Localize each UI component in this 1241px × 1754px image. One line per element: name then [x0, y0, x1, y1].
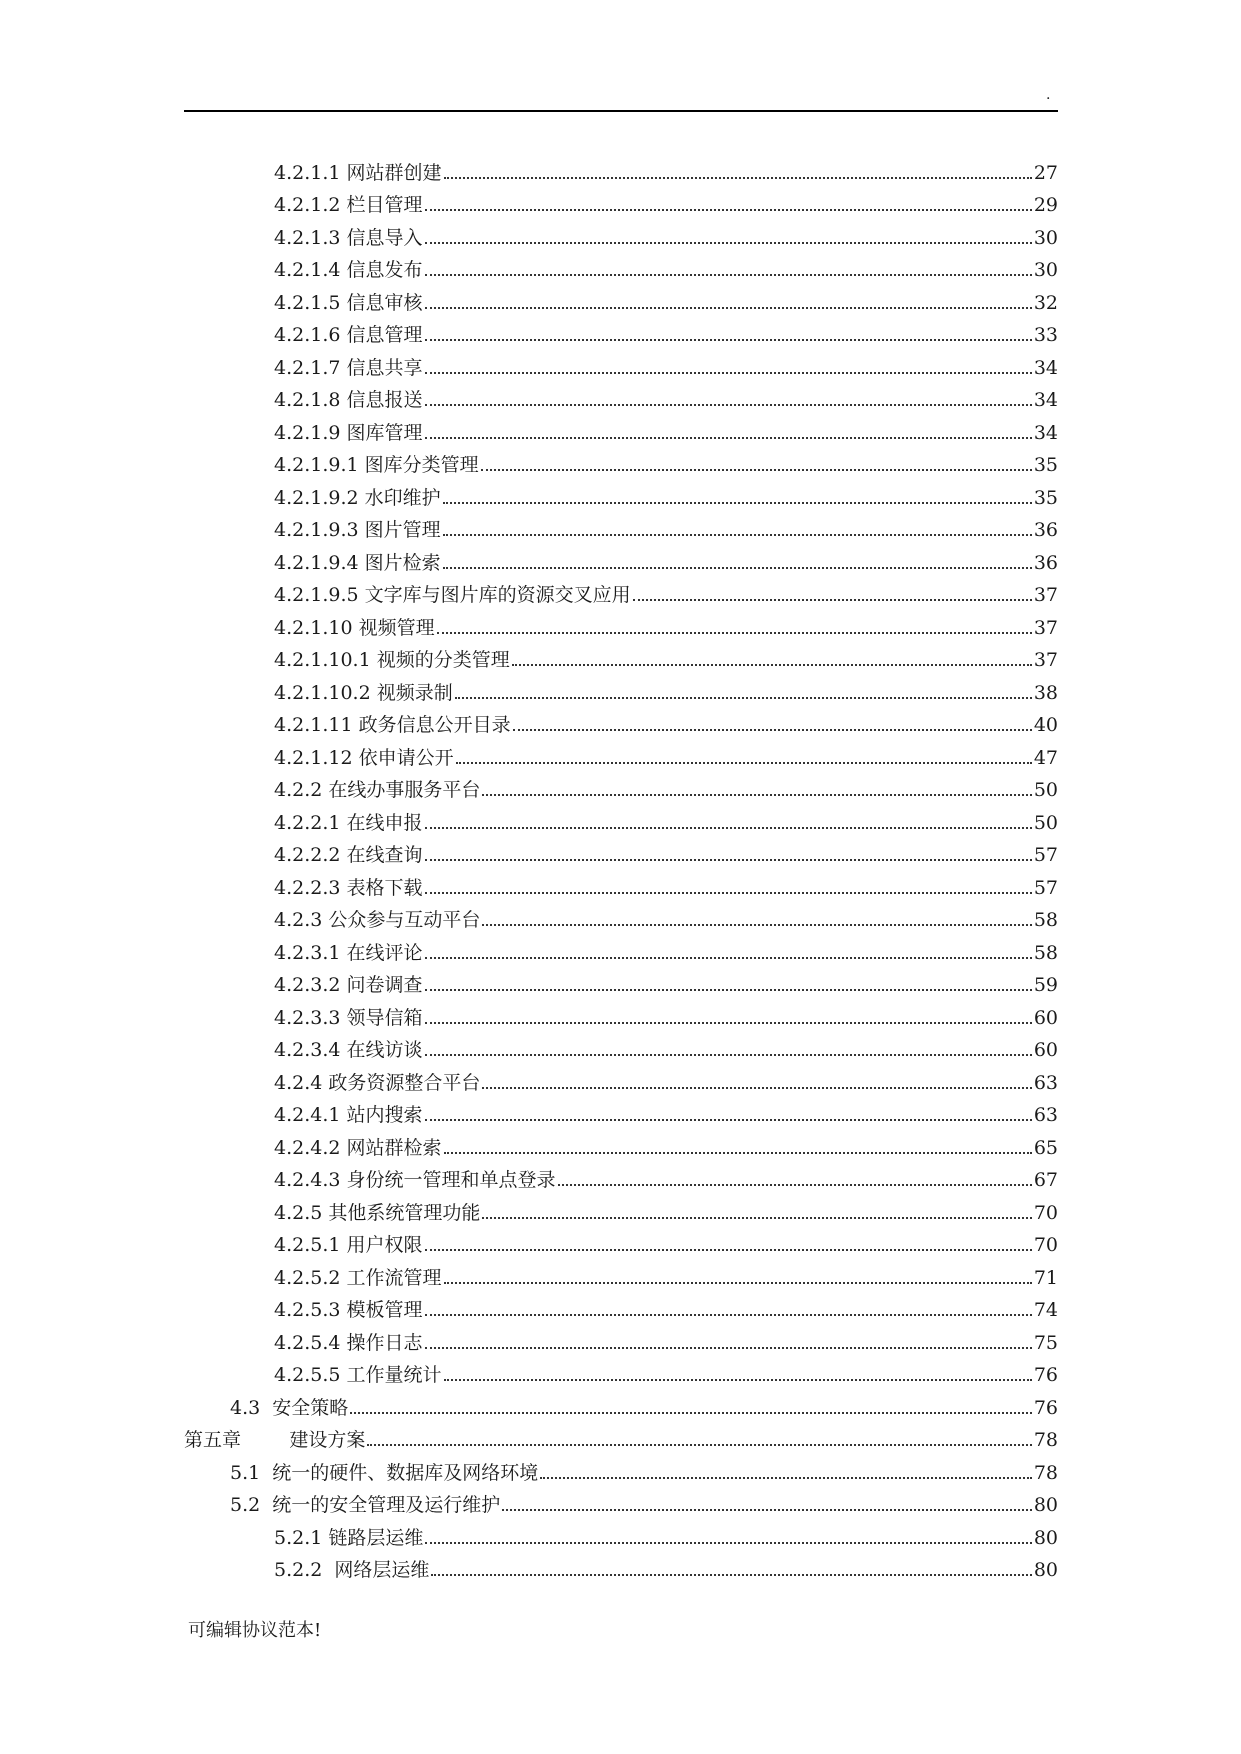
- toc-dot-leader: [444, 1282, 1032, 1284]
- toc-dot-leader: [513, 729, 1032, 731]
- toc-dot-leader: [425, 1314, 1032, 1316]
- toc-entry-label: 4.2.1.8 信息报送: [274, 389, 423, 411]
- toc-entry-label: 4.2.2 在线办事服务平台: [274, 779, 481, 801]
- toc-entry[interactable]: [184, 1322, 1058, 1355]
- toc-entry[interactable]: [184, 1485, 1058, 1518]
- toc-dot-leader: [482, 924, 1031, 926]
- toc-entry-page: 63: [1033, 1104, 1058, 1126]
- toc-entry-page: 60: [1033, 1006, 1058, 1029]
- toc-entry-label: 4.2.2.1 在线申报: [274, 811, 423, 834]
- toc-entry[interactable]: [184, 250, 1058, 283]
- toc-entry-label: 4.2.2.2 在线查询: [274, 844, 423, 866]
- toc-entry-label: 4.2.5.2 工作流管理: [274, 1266, 442, 1289]
- toc-entry-page: 34: [1033, 389, 1058, 411]
- toc-dot-leader: [558, 1184, 1032, 1186]
- toc-entry-page: 67: [1033, 1169, 1058, 1191]
- toc-entry[interactable]: [184, 185, 1058, 218]
- toc-entry-label: 4.2.1.5 信息审核: [274, 291, 423, 314]
- toc-entry-label: 4.2.1.3 信息导入: [274, 226, 423, 249]
- toc-dot-leader: [350, 1412, 1032, 1414]
- toc-entry[interactable]: [184, 412, 1058, 445]
- toc-entry[interactable]: [184, 1290, 1058, 1323]
- toc-entry[interactable]: [184, 965, 1058, 998]
- toc-entry-label: 4.2.3.3 领导信箱: [274, 1006, 423, 1029]
- toc-entry-page: 37: [1033, 649, 1058, 671]
- toc-entry-page: 80: [1033, 1526, 1058, 1549]
- toc-dot-leader: [425, 1542, 1031, 1544]
- toc-dot-leader: [444, 177, 1032, 179]
- toc-dot-leader: [437, 632, 1032, 634]
- toc-entry-page: 40: [1033, 714, 1058, 736]
- toc-dot-leader: [443, 502, 1032, 504]
- toc-entry[interactable]: [184, 1095, 1058, 1128]
- toc-dot-leader: [482, 794, 1031, 796]
- toc-entry[interactable]: [184, 900, 1058, 933]
- toc-entry-label: 4.2.1.10.2 视频录制: [274, 681, 453, 704]
- table-of-contents: [184, 152, 1058, 1582]
- toc-entry[interactable]: [184, 1420, 1058, 1453]
- toc-entry[interactable]: [184, 152, 1058, 185]
- toc-entry-page: 78: [1033, 1429, 1058, 1451]
- toc-entry-page: 47: [1033, 746, 1058, 769]
- toc-entry-page: 37: [1033, 616, 1058, 639]
- toc-entry-label: 4.2.5.3 模板管理: [274, 1299, 423, 1321]
- toc-dot-leader: [425, 1119, 1032, 1121]
- toc-dot-leader: [367, 1444, 1031, 1446]
- toc-entry-label: 5.1 统一的硬件、数据库及网络环境: [230, 1461, 539, 1484]
- toc-entry-label: 4.2.1.9.3 图片管理: [274, 519, 441, 541]
- toc-entry-page: 57: [1033, 876, 1058, 899]
- toc-entry-page: 60: [1033, 1039, 1058, 1061]
- toc-dot-leader: [425, 1054, 1032, 1056]
- toc-dot-leader: [425, 1249, 1032, 1251]
- toc-dot-leader: [425, 1347, 1032, 1349]
- toc-entry[interactable]: [184, 510, 1058, 543]
- toc-entry[interactable]: [184, 1030, 1058, 1063]
- toc-entry-label: 4.2.4.1 站内搜索: [274, 1104, 423, 1126]
- toc-entry[interactable]: [184, 1517, 1058, 1550]
- toc-entry-page: 29: [1033, 194, 1058, 216]
- toc-entry[interactable]: [184, 477, 1058, 510]
- toc-entry[interactable]: [184, 445, 1058, 478]
- toc-dot-leader: [425, 307, 1032, 309]
- toc-entry-label: 4.2.1.11 政务信息公开目录: [274, 714, 511, 736]
- toc-dot-leader: [425, 892, 1032, 894]
- toc-entry-page: 59: [1033, 974, 1058, 996]
- toc-entry-page: 35: [1033, 486, 1058, 509]
- toc-entry[interactable]: [184, 705, 1058, 738]
- toc-entry-page: 58: [1033, 941, 1058, 964]
- toc-entry-label: 4.2.3.1 在线评论: [274, 941, 423, 964]
- toc-entry-label: 4.2.1.12 依申请公开: [274, 746, 454, 769]
- toc-entry-label: 4.2.1.10 视频管理: [274, 616, 435, 639]
- toc-entry[interactable]: [184, 997, 1058, 1030]
- toc-entry-page: 30: [1033, 259, 1058, 281]
- toc-entry[interactable]: [184, 380, 1058, 413]
- toc-dot-leader: [456, 762, 1032, 764]
- toc-entry-label: 4.2.1.9.1 图库分类管理: [274, 454, 479, 476]
- toc-entry[interactable]: [184, 575, 1058, 608]
- toc-entry-page: 37: [1033, 584, 1058, 606]
- toc-entry[interactable]: [184, 867, 1058, 900]
- toc-dot-leader: [425, 242, 1032, 244]
- toc-entry[interactable]: [184, 1355, 1058, 1388]
- toc-entry[interactable]: [184, 1192, 1058, 1225]
- toc-entry-page: 65: [1033, 1136, 1058, 1159]
- toc-entry[interactable]: [184, 1160, 1058, 1193]
- toc-entry[interactable]: [184, 1127, 1058, 1160]
- toc-entry[interactable]: [184, 1550, 1058, 1583]
- toc-entry-page: 75: [1033, 1331, 1058, 1354]
- toc-dot-leader: [425, 372, 1032, 374]
- toc-entry-label: 5.2.1 链路层运维: [274, 1526, 424, 1549]
- toc-entry-label: 4.2.1.10.1 视频的分类管理: [274, 649, 510, 671]
- toc-entry-label: 4.2.5 其他系统管理功能: [274, 1201, 481, 1224]
- toc-dot-leader: [443, 534, 1032, 536]
- toc-dot-leader: [425, 957, 1032, 959]
- toc-entry-page: 57: [1033, 844, 1058, 866]
- toc-entry-page: 32: [1033, 291, 1058, 314]
- toc-dot-leader: [425, 989, 1032, 991]
- toc-entry[interactable]: [184, 932, 1058, 965]
- toc-entry[interactable]: [184, 672, 1058, 705]
- toc-entry-label: 4.2.5.4 操作日志: [274, 1331, 423, 1354]
- toc-entry-page: 35: [1033, 454, 1058, 476]
- toc-entry-label: 4.2.1.9.4 图片检索: [274, 551, 441, 574]
- toc-entry-page: 27: [1033, 161, 1058, 184]
- toc-entry-label: 4.3 安全策略: [230, 1396, 349, 1419]
- toc-entry-page: 63: [1033, 1071, 1058, 1094]
- toc-dot-leader: [425, 274, 1032, 276]
- toc-entry[interactable]: [184, 1062, 1058, 1095]
- toc-dot-leader: [425, 339, 1032, 341]
- toc-entry-page: 80: [1033, 1559, 1058, 1581]
- toc-entry[interactable]: [184, 737, 1058, 770]
- toc-dot-leader: [481, 469, 1032, 471]
- toc-entry-label: 4.2.4.2 网站群检索: [274, 1136, 442, 1159]
- toc-dot-leader: [425, 1022, 1032, 1024]
- toc-dot-leader: [425, 404, 1032, 406]
- toc-entry-page: 80: [1033, 1494, 1058, 1516]
- toc-entry[interactable]: [184, 835, 1058, 868]
- toc-dot-leader: [633, 599, 1032, 601]
- toc-entry-page: 76: [1033, 1396, 1058, 1419]
- toc-dot-leader: [443, 567, 1032, 569]
- toc-entry[interactable]: [184, 802, 1058, 835]
- header-mark: .: [1046, 87, 1051, 103]
- toc-entry-label: 4.2.3.2 问卷调查: [274, 974, 423, 996]
- toc-entry-label: 4.2.5.1 用户权限: [274, 1234, 423, 1256]
- toc-entry[interactable]: [184, 315, 1058, 348]
- toc-entry-label: 5.2 统一的安全管理及运行维护: [230, 1494, 501, 1516]
- toc-entry[interactable]: [184, 542, 1058, 575]
- toc-dot-leader: [482, 1217, 1031, 1219]
- toc-entry[interactable]: [184, 607, 1058, 640]
- toc-entry-label: 4.2.1.7 信息共享: [274, 356, 423, 379]
- toc-entry-label: 4.2.1.2 栏目管理: [274, 194, 423, 216]
- toc-dot-leader: [425, 859, 1032, 861]
- toc-entry-page: 70: [1033, 1234, 1058, 1256]
- toc-entry-label: 5.2.2 网络层运维: [274, 1559, 430, 1581]
- toc-entry-page: 33: [1033, 324, 1058, 346]
- toc-entry[interactable]: [184, 217, 1058, 250]
- toc-entry-page: 34: [1033, 356, 1058, 379]
- toc-entry[interactable]: [184, 347, 1058, 380]
- toc-dot-leader: [540, 1477, 1032, 1479]
- toc-entry-label: 第五章 建设方案: [184, 1429, 366, 1451]
- toc-dot-leader: [425, 209, 1032, 211]
- toc-entry-label: 4.2.1.6 信息管理: [274, 324, 423, 346]
- toc-entry-label: 4.2.1.9.2 水印维护: [274, 486, 441, 509]
- toc-entry-page: 76: [1033, 1364, 1058, 1386]
- toc-entry-label: 4.2.1.9.5 文字库与图片库的资源交叉应用: [274, 584, 631, 606]
- header-rule: [184, 110, 1058, 112]
- toc-entry-page: 78: [1033, 1461, 1058, 1484]
- toc-entry-page: 34: [1033, 421, 1058, 444]
- toc-entry-page: 30: [1033, 226, 1058, 249]
- toc-dot-leader: [425, 437, 1032, 439]
- toc-dot-leader: [444, 1379, 1032, 1381]
- toc-dot-leader: [455, 697, 1032, 699]
- toc-entry[interactable]: [184, 770, 1058, 803]
- toc-entry-label: 4.2.4 政务资源整合平台: [274, 1071, 481, 1094]
- toc-entry[interactable]: [184, 282, 1058, 315]
- toc-entry[interactable]: [184, 1257, 1058, 1290]
- toc-entry-label: 4.2.1.1 网站群创建: [274, 161, 442, 184]
- toc-entry-label: 4.2.1.4 信息发布: [274, 259, 423, 281]
- toc-entry-page: 50: [1033, 811, 1058, 834]
- toc-dot-leader: [444, 1152, 1032, 1154]
- toc-entry[interactable]: [184, 1452, 1058, 1485]
- toc-entry[interactable]: [184, 1225, 1058, 1258]
- toc-entry-page: 36: [1033, 519, 1058, 541]
- toc-dot-leader: [512, 664, 1032, 666]
- toc-entry-label: 4.2.3.4 在线访谈: [274, 1039, 423, 1061]
- toc-entry[interactable]: [184, 640, 1058, 673]
- toc-entry-page: 71: [1033, 1266, 1058, 1289]
- toc-dot-leader: [482, 1087, 1031, 1089]
- footer-note: 可编辑协议范本!: [188, 1620, 322, 1641]
- toc-entry-page: 50: [1033, 779, 1058, 801]
- toc-entry-label: 4.2.4.3 身份统一管理和单点登录: [274, 1169, 556, 1191]
- toc-entry-page: 36: [1033, 551, 1058, 574]
- toc-entry-label: 4.2.5.5 工作量统计: [274, 1364, 442, 1386]
- toc-entry-page: 38: [1033, 681, 1058, 704]
- toc-entry[interactable]: [184, 1387, 1058, 1420]
- toc-dot-leader: [502, 1509, 1032, 1511]
- toc-entry-label: 4.2.2.3 表格下载: [274, 876, 423, 899]
- toc-entry-page: 70: [1033, 1201, 1058, 1224]
- toc-dot-leader: [431, 1574, 1031, 1576]
- toc-entry-page: 74: [1033, 1299, 1058, 1321]
- toc-dot-leader: [425, 827, 1032, 829]
- toc-entry-label: 4.2.3 公众参与互动平台: [274, 909, 481, 931]
- toc-entry-label: 4.2.1.9 图库管理: [274, 421, 423, 444]
- toc-entry-page: 58: [1033, 909, 1058, 931]
